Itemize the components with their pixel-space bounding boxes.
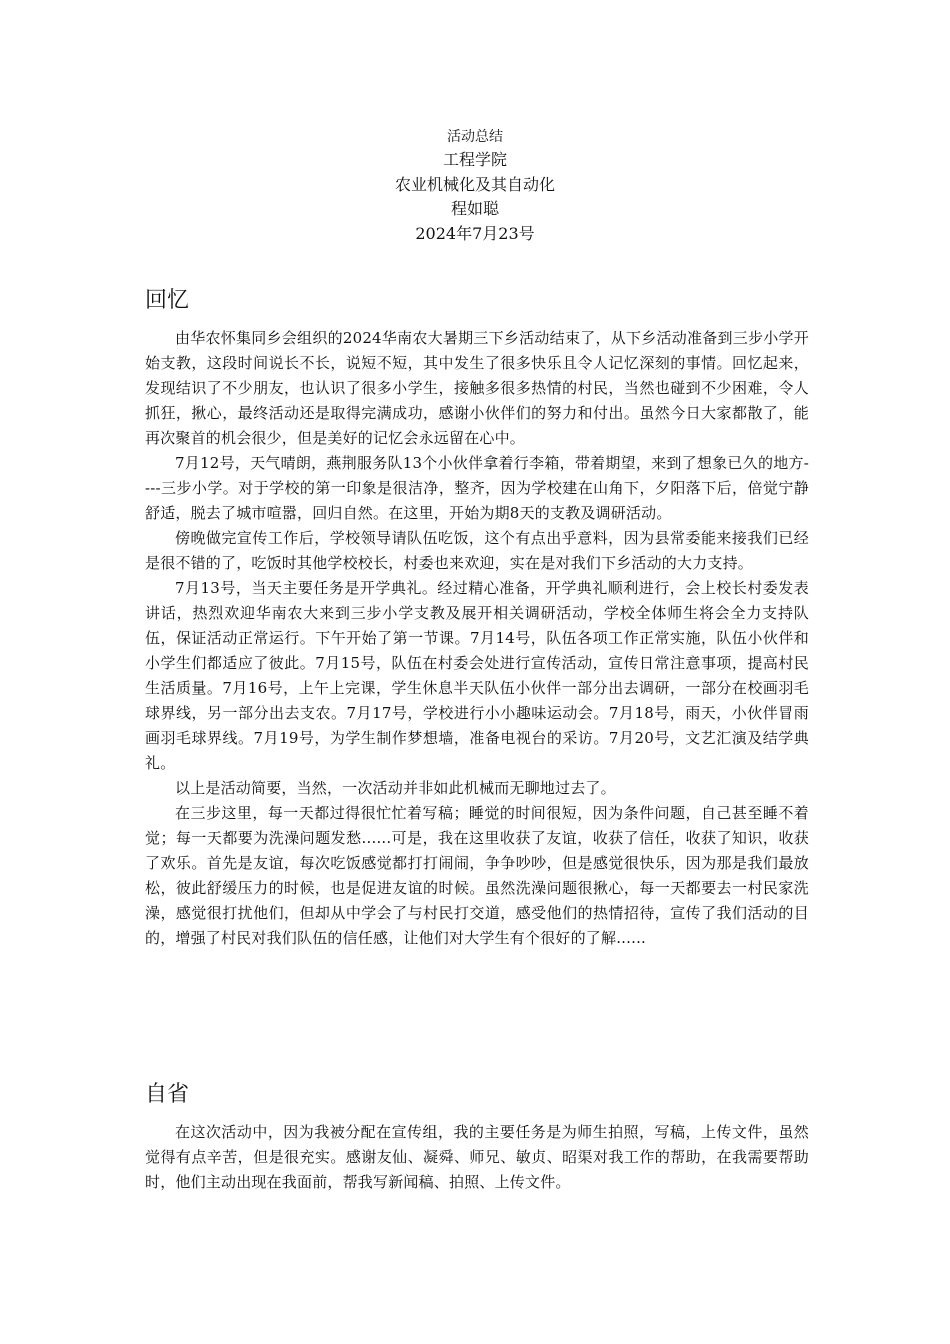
title-block xyxy=(0,126,950,246)
paragraph: 在三步这里，每一天都过得很忙忙着写稿；睡觉的时间很短，因为条件问题，自己甚至睡不着觉；每一天都要为洗澡问题发愁......可是，我在这里收获了友谊，收获了信任，收获了知识，收获了欢乐。首先是友谊，每次吃饭感觉都打打闹闹，争争吵吵，但是感觉很快乐，因为那是我们最放松，彼此舒缓压力的时候，也是促进友谊的时候。虽然洗澡问题很揪心，每一天都要去一村民家洗澡，感觉很打扰他们，但却从中学会了与村民打交道，感受他们的热情招待，宣传了我们活动的目的，增强了村民对我们队伍的信任感，让他们对大学生有个很好的了解...... xyxy=(145,804,809,947)
author-name: 程如聪 xyxy=(450,199,499,218)
document-title: 活动总结 xyxy=(447,129,503,145)
paragraph: 以上是活动简要，当然，一次活动并非如此机械而无聊地过去了。 xyxy=(175,779,616,797)
paragraph: 傍晚做完宣传工作后，学校领导请队伍吃饭，这个有点出乎意料，因为县常委能来接我们已经是很不错的了，吃饭时其他学校校长，村委也来欢迎，实在是对我们下乡活动的大力支持。 xyxy=(145,529,809,572)
school-name: 工程学院 xyxy=(442,150,507,169)
paragraph: 7月12号，天气晴朗，燕荆服务队13个小伙伴拿着行李箱，带着期望，来到了想象已久的地方----三步小学。对于学校的第一印象是很洁净，整齐，因为学校建在山角下，夕阳落下后，倍觉宁静舒适，脱去了城市喧嚣，回归自然。在这里，开始为期8天的支教及调研活动。 xyxy=(145,454,809,522)
section-heading-recall: 回忆 xyxy=(145,288,190,313)
major-name: 农业机械化及其自动化 xyxy=(394,174,555,194)
section-reflection xyxy=(145,1080,809,1195)
section-heading-reflection: 自省 xyxy=(145,1082,190,1107)
paragraph: 在这次活动中，因为我被分配在宣传组，我的主要任务是为师生拍照，写稿，上传文件，虽然觉得有点辛苦，但是很充实。感谢友仙、凝舜、师兄、敏贞、昭渠对我工作的帮助，在我需要帮助时，他们主动出现在我面前，帮我写新闻稿、拍照、上传文件。 xyxy=(145,1123,809,1191)
paragraph: 7月13号，当天主要任务是开学典礼。经过精心准备，开学典礼顺利进行，会上校长村委发表讲话，热烈欢迎华南农大来到三步小学支教及展开相关调研活动，学校全体师生将会全力支持队伍，保证活动正常运行。下午开始了第一节课。7月14号，队伍各项工作正常实施，队伍小伙伴和小学生们都适应了彼此。7月15号，队伍在村委会处进行宣传活动，宣传日常注意事项，提高村民生活质量。7月16号，上午上完课，学生休息半天队伍小伙伴一部分出去调研，一部分在校画羽毛球界线，另一部分出去支农。7月17号，学校进行小小趣味运动会。7月18号，雨天，小伙伴冒雨画羽毛球界线。7月19号，为学生制作梦想墙，准备电视台的采访。7月20号，文艺汇演及结学典礼。 xyxy=(145,579,809,772)
section-recall xyxy=(145,286,809,951)
paragraph: 由华农怀集同乡会组织的2024华南农大暑期三下乡活动结束了，从下乡活动准备到三步小学开始支教，这段时间说长不长，说短不短，其中发生了很多快乐且令人记忆深刻的事情。回忆起来，发现结识了不少朋友，也认识了很多小学生，接触多很多热情的村民，当然也碰到不少困难，令人抓狂，揪心，最终活动还是取得完满成功，感谢小伙伴们的努力和付出。虽然今日大家都散了，能再次聚首的机会很少，但是美好的记忆会永远留在心中。 xyxy=(145,329,809,447)
document-date: 2024年7月23号 xyxy=(415,223,535,243)
